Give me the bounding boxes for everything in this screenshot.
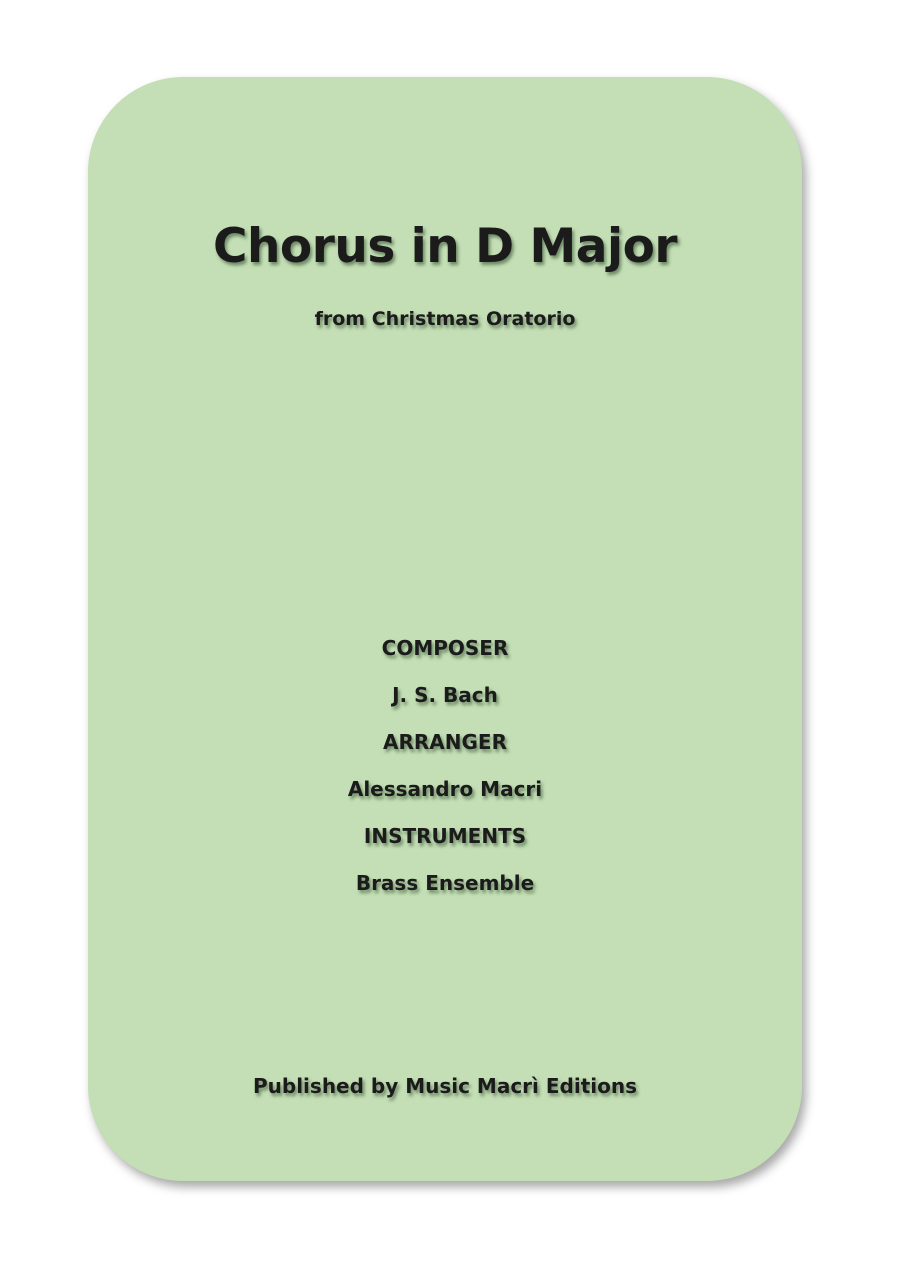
arranger-name: Alessandro Macri [347,777,543,801]
cover-title: Chorus in D Major [212,219,678,274]
arranger-label: ARRANGER [383,730,507,754]
composer-name: J. S. Bach [392,683,498,707]
instruments-value: Brass Ensemble [355,871,535,895]
composer-label: COMPOSER [381,636,509,660]
instruments-label: INSTRUMENTS [363,824,527,848]
cover-subtitle: from Christmas Oratorio [314,308,576,330]
cover-card [88,77,802,1181]
publisher-line: Published by Music Macrì Editions [252,1074,637,1098]
